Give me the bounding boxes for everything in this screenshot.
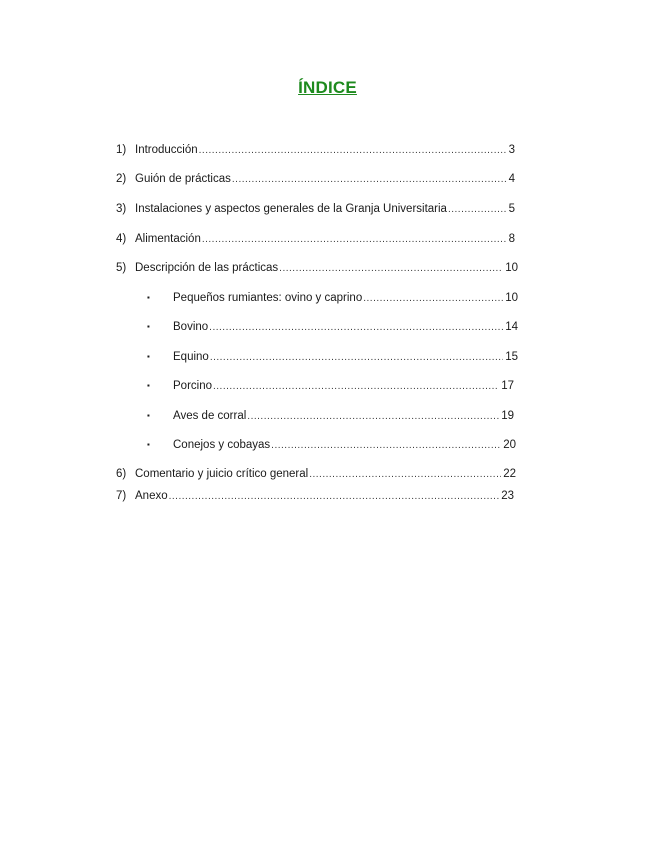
entry-page-number: 5 (508, 203, 515, 215)
entry-page-number: 20 (503, 439, 516, 451)
entry-label: Descripción de las prácticas (135, 262, 279, 274)
dot-leader (202, 233, 507, 247)
bullet-icon: ▪ (147, 293, 150, 302)
dot-leader (210, 351, 503, 365)
bullet-icon: ▪ (147, 381, 150, 390)
entry-page-number: 3 (508, 144, 515, 156)
dot-leader (213, 380, 499, 394)
entry-label: Conejos y cobayas (173, 439, 271, 451)
entry-number: 6) (116, 468, 127, 480)
entry-label: Alimentación (135, 233, 201, 245)
toc-entry-anexo (116, 489, 514, 504)
entry-page-number: 10 (505, 292, 518, 304)
entry-label: Anexo (135, 490, 168, 502)
entry-label: Pequeños rumiantes: ovino y caprino (173, 292, 363, 304)
entry-label: Bovino (173, 321, 209, 333)
toc-entry-alimentacion (116, 232, 515, 247)
page-title: ÍNDICE (298, 78, 357, 97)
entry-page-number: 8 (508, 233, 515, 245)
toc-entry-introduccion (116, 143, 515, 158)
toc-subentry-porcino (147, 379, 514, 394)
dot-leader (448, 203, 507, 217)
entry-label: Instalaciones y aspectos generales de la Granja Universitaria (135, 203, 447, 215)
entry-page-number: 14 (505, 321, 518, 333)
toc-subentry-equino (147, 350, 518, 365)
entry-page-number: 10 (505, 262, 518, 274)
dot-leader (363, 292, 503, 306)
entry-number: 7) (116, 490, 127, 502)
toc-entry-descripcion (116, 261, 518, 276)
entry-page-number: 22 (503, 468, 516, 480)
toc-entry-instalaciones (116, 202, 515, 217)
entry-label: Porcino (173, 380, 212, 392)
toc-subentry-pequenos-rumiantes (147, 291, 518, 306)
entry-page-number: 19 (501, 410, 514, 422)
dot-leader (309, 468, 501, 482)
entry-number: 5) (116, 262, 127, 274)
toc-subentry-conejos-y-cobayas (147, 438, 516, 453)
entry-number: 2) (116, 173, 127, 185)
entry-page-number: 23 (501, 490, 514, 502)
entry-page-number: 17 (501, 380, 514, 392)
bullet-icon: ▪ (147, 411, 150, 420)
entry-label: Guión de prácticas (135, 173, 231, 185)
toc-entry-comentario (116, 467, 516, 482)
entry-number: 1) (116, 144, 127, 156)
entry-number: 3) (116, 203, 127, 215)
dot-leader (169, 490, 500, 504)
dot-leader (271, 439, 501, 453)
dot-leader (279, 262, 503, 276)
entry-label: Introducción (135, 144, 198, 156)
bullet-icon: ▪ (147, 322, 150, 331)
toc-subentry-bovino (147, 320, 518, 335)
entry-label: Equino (173, 351, 209, 363)
bullet-icon: ▪ (147, 352, 150, 361)
entry-page-number: 4 (508, 173, 515, 185)
entry-label: Comentario y juicio crítico general (135, 468, 309, 480)
dot-leader (232, 173, 507, 187)
entry-label: Aves de corral (173, 410, 247, 422)
dot-leader (199, 144, 507, 158)
dot-leader (247, 410, 499, 424)
bullet-icon: ▪ (147, 440, 150, 449)
entry-number: 4) (116, 233, 127, 245)
toc-entry-guion (116, 172, 515, 187)
entry-page-number: 15 (505, 351, 518, 363)
dot-leader (209, 321, 503, 335)
toc-subentry-aves-de-corral (147, 409, 514, 424)
